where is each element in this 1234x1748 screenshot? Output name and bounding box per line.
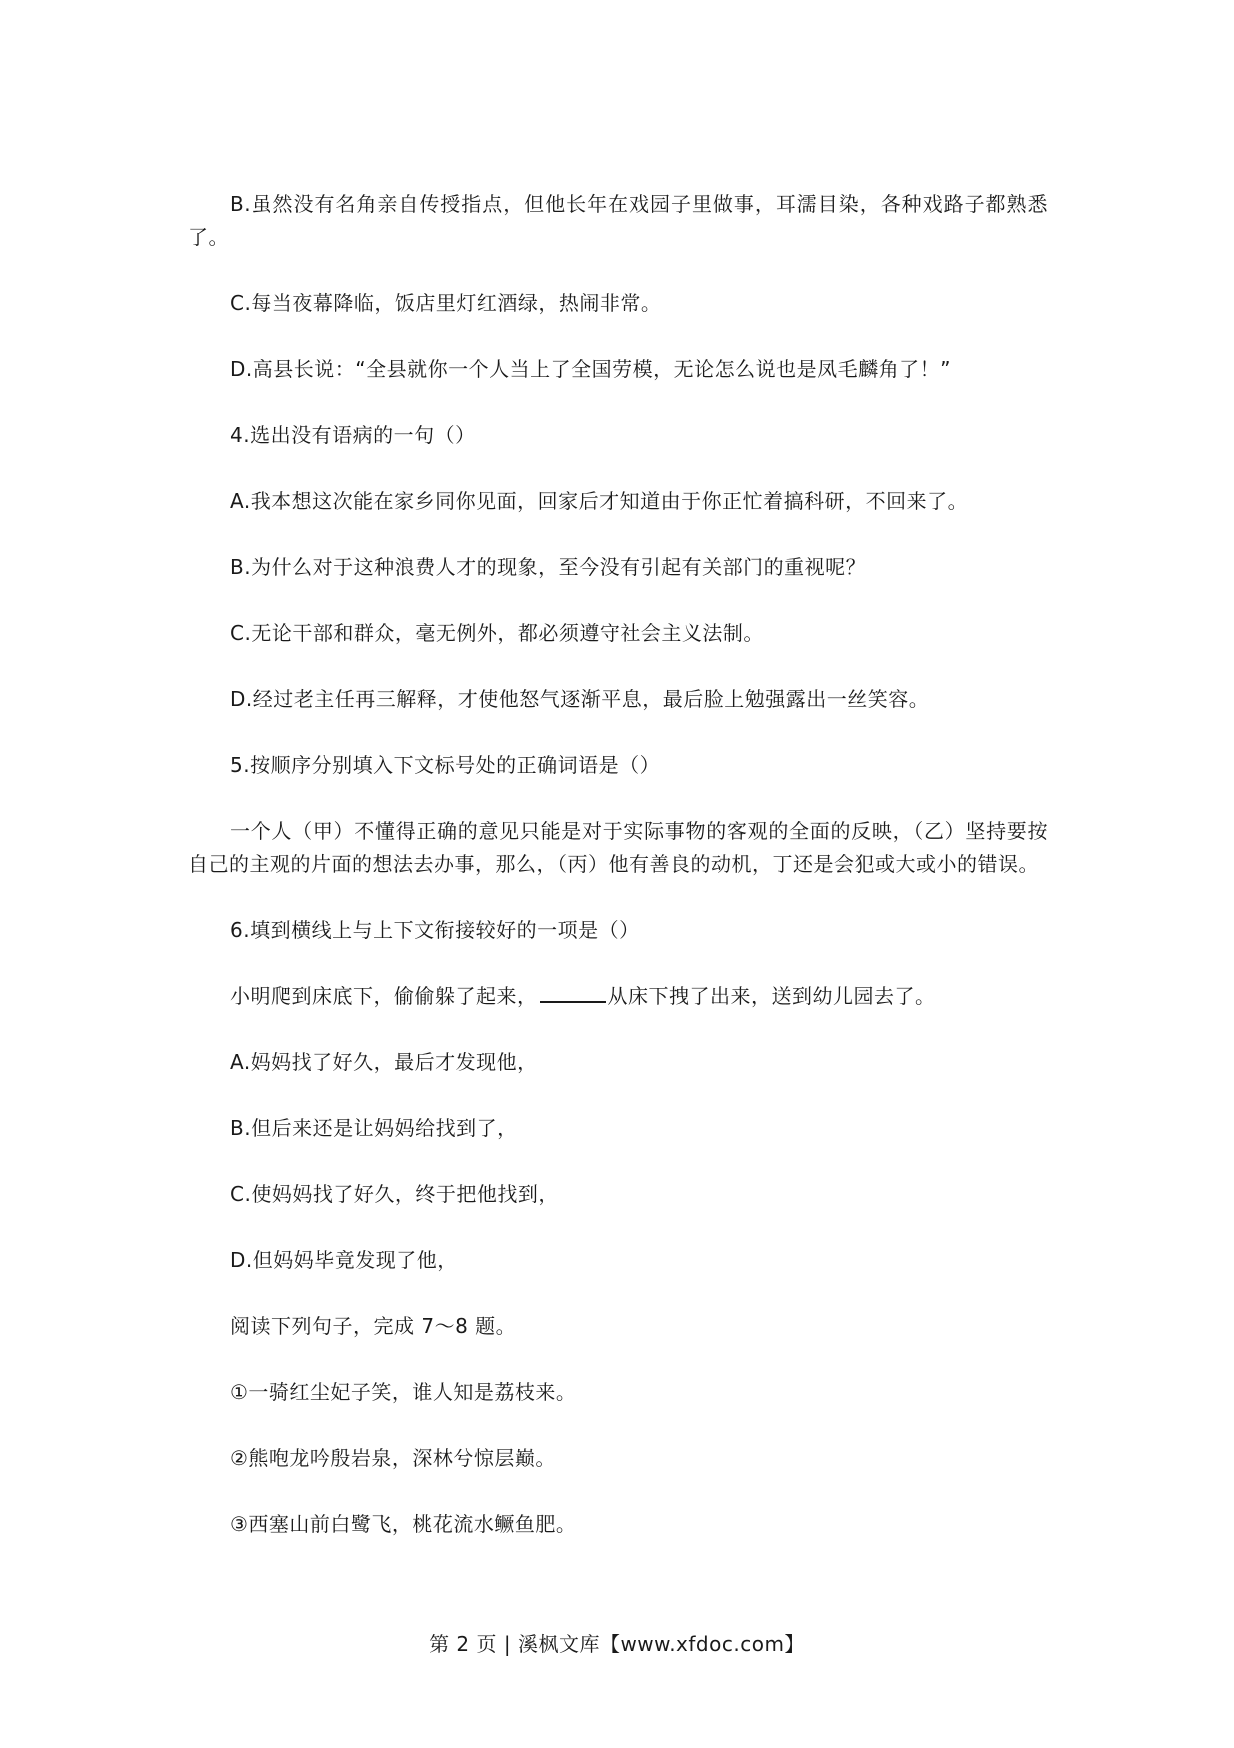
question-5: 5.按顺序分别填入下文标号处的正确词语是（） (230, 753, 661, 777)
option-4c: C.无论干部和群众，毫无例外，都必须遵守社会主义法制。 (230, 621, 764, 645)
option-3d: D.高县长说：“全县就你一个人当上了全国劳模，无论怎么说也是凤毛麟角了！” (230, 357, 951, 381)
option-4a: A.我本想这次能在家乡同你见面，回家后才知道由于你正忙着搞科研，不回来了。 (230, 489, 969, 513)
option-4d: D.经过老主任再三解释，才使他怒气逐渐平息，最后脸上勉强露出一丝笑容。 (230, 687, 930, 711)
option-6c: C.使妈妈找了好久，终于把他找到， (230, 1182, 559, 1206)
option-6a: A.妈妈找了好久，最后才发现他， (230, 1050, 538, 1074)
document-body (188, 188, 1048, 1574)
poem-line-3: ③西塞山前白鹭飞，桃花流水鳜鱼肥。 (230, 1512, 577, 1536)
option-3b: B.虽然没有名角亲自传授指点，但他长年在戏园子里做事，耳濡目染，各种戏路子都熟悉了。 (188, 192, 1048, 249)
sentence-after-blank: 从床下拽了出来，送到幼儿园去了。 (607, 984, 936, 1008)
poem-line-2: ②熊咆龙吟殷岩泉，深林兮惊层巅。 (230, 1446, 556, 1470)
page-footer: 第 2 页 | 溪枫文库【www.xfdoc.com】 (429, 1632, 805, 1656)
fill-in-blank-line (540, 983, 606, 1003)
question-6-sentence (188, 980, 1048, 1013)
question-5-passage: 一个人（甲）不懂得正确的意见只能是对于实际事物的客观的全面的反映，（乙）坚持要按自己的主观的片面的想法去办事，那么，（丙）他有善良的动机，丁还是会犯或大或小的错误。 (188, 819, 1048, 876)
reading-instruction: 阅读下列句子，完成 7～8 题。 (230, 1314, 517, 1338)
option-4b: B.为什么对于这种浪费人才的现象，至今没有引起有关部门的重视呢？ (230, 555, 867, 579)
poem-line-1: ①一骑红尘妃子笑，谁人知是荔枝来。 (230, 1380, 577, 1404)
question-6: 6.填到横线上与上下文衔接较好的一项是（） (230, 918, 640, 942)
option-3c: C.每当夜幕降临，饭店里灯红酒绿，热闹非常。 (230, 291, 662, 315)
question-4: 4.选出没有语病的一句（） (230, 423, 476, 447)
option-6b: B.但后来还是让妈妈给找到了， (230, 1116, 518, 1140)
option-6d: D.但妈妈毕竟发现了他， (230, 1248, 458, 1272)
sentence-before-blank: 小明爬到床底下，偷偷躲了起来， (230, 984, 538, 1008)
